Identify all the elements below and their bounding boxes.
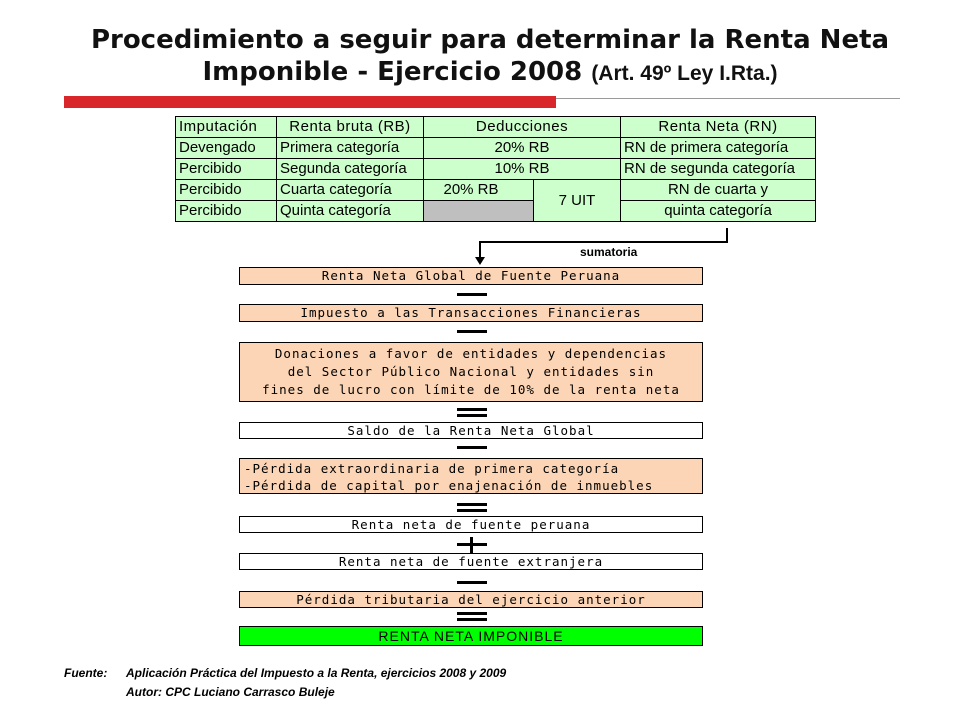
donaciones-line-1: Donaciones a favor de entidades y dependencias xyxy=(274,346,668,361)
cell-neta: RN de cuarta y xyxy=(621,180,816,201)
equals-icon-top xyxy=(457,408,487,411)
fuente-label: Fuente: xyxy=(64,666,108,680)
header-imputacion: Imputación xyxy=(176,117,277,138)
donaciones-box xyxy=(239,342,703,402)
cell-imputacion: Percibido xyxy=(176,201,277,222)
saldo-box: Saldo de la Renta Neta Global xyxy=(239,422,703,439)
footer-autor: Autor: CPC Luciano Carrasco Buleje xyxy=(126,685,335,699)
fuente-text: Aplicación Práctica del Impuesto a la Renta, ejercicios 2008 y 2009 xyxy=(126,666,507,680)
cell-neta: RN de segunda categoría xyxy=(621,159,816,180)
plus-icon-vertical xyxy=(470,537,473,553)
equals-icon-bottom xyxy=(457,414,487,417)
cell-imputacion: Devengado xyxy=(176,138,277,159)
cell-imputacion: Percibido xyxy=(176,159,277,180)
equals-icon-bottom xyxy=(457,618,487,621)
renta-neta-global-box: Renta Neta Global de Fuente Peruana xyxy=(239,267,703,285)
title-article: (Art. 49º Ley I.Rta.) xyxy=(591,62,778,85)
title-line-2 xyxy=(60,56,920,90)
header-deducciones: Deducciones xyxy=(424,117,621,138)
perdida-tributaria-box: Pérdida tributaria del ejercicio anterior xyxy=(239,591,703,608)
cell-renta: Primera categoría xyxy=(277,138,424,159)
footer-fuente xyxy=(64,666,506,680)
sumatoria-arrow-icon xyxy=(475,257,485,265)
perdidas-box xyxy=(239,458,703,494)
header-renta-bruta: Renta bruta (RB) xyxy=(277,117,424,138)
table-row xyxy=(176,159,816,180)
equals-icon-bottom xyxy=(457,509,487,512)
cell-renta: Quinta categoría xyxy=(277,201,424,222)
cell-deduccion-empty xyxy=(424,201,534,222)
perdidas-line-1: -Pérdida extraordinaria de primera categoría xyxy=(244,461,620,476)
minus-icon xyxy=(457,581,487,584)
renta-fuente-extranjera-box: Renta neta de fuente extranjera xyxy=(239,553,703,570)
minus-icon xyxy=(457,330,487,333)
cell-deduccion: 10% RB xyxy=(424,159,621,180)
itf-box: Impuesto a las Transacciones Financieras xyxy=(239,304,703,322)
cell-deduccion: 20% RB xyxy=(424,180,534,201)
donaciones-line-3: fines de lucro con límite de 10% de la renta neta xyxy=(262,382,680,397)
renta-neta-imponible-box: RENTA NETA IMPONIBLE xyxy=(239,626,703,646)
title-line-2-text: Imponible - Ejercicio 2008 xyxy=(202,57,583,87)
equals-icon-top xyxy=(457,503,487,506)
cell-imputacion: Percibido xyxy=(176,180,277,201)
table-row xyxy=(176,180,816,201)
sumatoria-label: sumatoria xyxy=(580,245,638,259)
title-line-1: Procedimiento a seguir para determinar la Renta Neta xyxy=(90,25,890,55)
title-grey-rule xyxy=(556,98,900,99)
equals-icon-top xyxy=(457,612,487,615)
page-title xyxy=(60,24,920,90)
renta-fuente-peruana-box: Renta neta de fuente peruana xyxy=(239,516,703,533)
cell-renta: Cuarta categoría xyxy=(277,180,424,201)
cell-uit: 7 UIT xyxy=(534,180,621,222)
table-row xyxy=(176,138,816,159)
header-renta-neta: Renta Neta (RN) xyxy=(621,117,816,138)
title-red-bar xyxy=(64,96,556,108)
cell-deduccion: 20% RB xyxy=(424,138,621,159)
cell-neta: quinta categoría xyxy=(621,201,816,222)
cell-renta: Segunda categoría xyxy=(277,159,424,180)
donaciones-line-2: del Sector Público Nacional y entidades sin xyxy=(287,364,655,379)
income-categories-table xyxy=(175,116,816,222)
cell-neta: RN de primera categoría xyxy=(621,138,816,159)
table-header-row xyxy=(176,117,816,138)
minus-icon xyxy=(457,293,487,296)
table-row xyxy=(176,201,816,222)
perdidas-line-2: -Pérdida de capital por enajenación de inmuebles xyxy=(244,478,654,493)
minus-icon xyxy=(457,446,487,449)
